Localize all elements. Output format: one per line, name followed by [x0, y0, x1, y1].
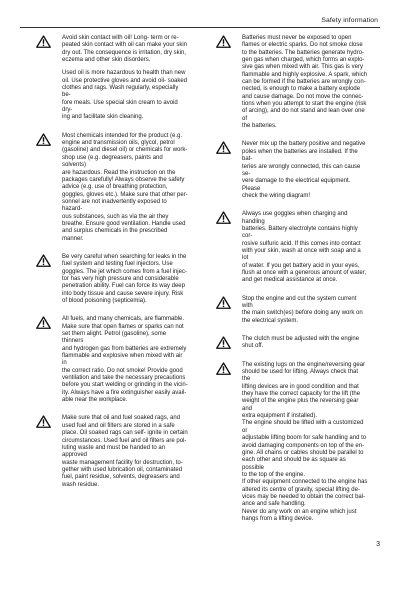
warning-text: Used oil is more hazardous to health than new oil. Use protective gloves and avoid oil- soaked clothes and rags. Wash regularly, especially be- fore meals. Use special skin cream to avoid dry- ing and facilitate skin cleaning. — [62, 70, 188, 121]
warning-block — [36, 35, 188, 122]
right-column — [216, 35, 368, 534]
warning-triangle-icon — [216, 336, 231, 349]
warning-block — [216, 35, 368, 130]
warning-triangle-icon — [36, 415, 51, 428]
warning-triangle-icon — [216, 296, 231, 309]
warning-triangle-icon — [216, 35, 231, 48]
warning-text: Batteries must never be exposed to open flames or electric sparks. Do not smoke close to the batteries. The batteries generate hydro- gen gas when charged, which forms an explo- sive gas when mixed with air. This gas is very flammable and highly explosive. A spark, which can be formed if the batteries are wrongly con- nected, is enough to make a battery explode and cause damage. Do not move the connec- tions when you attempt to start the engine (risk of arcing), and do not stand and lean over one of the batteries. — [242, 35, 368, 130]
warning-text: Always use goggles when charging and handling batteries. Battery electrolyte contains highly cor- rosive sulfuric acid. If this comes into contact with your skin, wash at once with soap and a lot of water. If you get battery acid in your eyes, flush at once with a generous amount of water, and get medical assistance at once. — [242, 211, 367, 284]
warning-block — [216, 336, 368, 351]
warning-triangle-icon — [216, 211, 231, 224]
warning-text: The clutch must be adjusted with the engine shut off. — [242, 336, 360, 350]
warning-triangle-icon — [36, 254, 51, 267]
warning-text: Never mix up the battery positive and negative poles when the batteries are installed. If the bat- teries are wrongly connected, this can cause se- vere damage to the electrical equipment. Please check the wiring diagram! — [242, 141, 366, 199]
header-divider — [20, 27, 380, 28]
warning-text: Most chemicals intended for the product (e.g. engine and transmission oils, glycol, petrol (gasoline) and diesel oil) or chemicals for work- shop use (e.g. degreasers, paints and solvents) are hazardous. Read the instruction on the packages carefully! Always observe the safety advice (e.g. use of breathing protection, goggles, gloves etc.). Make sure that other per- sonnel are not inadvertently exposed to hazard- ous substances, such as via the air they breathe. Ensure good ventilation. Handle used and surplus chemicals in the prescribed manner. — [62, 132, 188, 242]
warning-text: Be very careful when searching for leaks in the fuel system and testing fuel injectors. Use goggles. The jet which comes from a fuel injec- tor has very high pressure and considerable penetration ability. Fuel can force its way deep into body tissue and cause severe injury. Risk of blood poisoning (septicemia). — [62, 253, 187, 304]
warning-block — [36, 254, 188, 305]
warning-triangle-icon — [36, 133, 51, 146]
warning-block — [216, 296, 368, 325]
warning-block — [36, 316, 188, 404]
warning-block — [36, 133, 188, 243]
warning-block — [36, 415, 188, 488]
warning-triangle-icon — [216, 362, 231, 375]
page-number: 3 — [376, 541, 380, 548]
header-title: Safety information — [321, 17, 378, 24]
warning-text: Avoid skin contact with oil! Long- term or re- peated skin contact with oil can make your skin dry out. The consequence is irritation, dry skin, eczema and other skin disorders. — [62, 35, 188, 64]
warning-text: Stop the engine and cut the system current with the main switch(es) before doing any work on the electrical system. — [242, 295, 363, 324]
warning-block — [216, 141, 368, 200]
warning-text: All fuels, and many chemicals, are flammable. Make sure that open flames or sparks can not set them alight. Petrol (gasoline), some thinners and hydrogen gas from batteries are extremely flammable and explosive when mixed with air in the correct ratio. Do not smoke! Provide good ventilation and take the necessary precautions before you start welding or grinding in the vicin- ity. Always have a fire extinguisher easily avail- able near the workplace. — [62, 316, 188, 404]
warning-block — [216, 211, 368, 284]
warning-triangle-icon — [36, 35, 51, 48]
left-column — [36, 35, 188, 500]
warning-text: The existing lugs on the engine/reversing gear should be used for lifting. Always check that the lifting devices are in good condition and that they have the correct capacity for the lift (the weight of the engine plus the reversing gear and extra equipment if installed). The engine should be lifted with a customized or adjustable lifting boom for safe handling and to avoid damaging components on top of the en- gine. All chains or cables should be parallel to each other and should be as square as possible to the top of the engine. If other equipment connected to the engine has altered its centre of gravity, special lifting de- vices may be needed to obtain the correct bal- ance and safe handling. Never do any work on an engine which just hangs from a lifting device. — [242, 361, 368, 522]
warning-block — [216, 362, 368, 524]
warning-text: Make sure that oil and fuel soaked rags, and used fuel and oil filters are stored in a safe place. Oil soaked rags can self- ignite in certain circumstances. Used fuel and oil filters are pol- luting waste and must be handed to an approved waste management facility for destruction, to- gether with used lubrication oil, contaminated fuel, paint residue, solvents, degreasers and wash residue. — [62, 415, 188, 488]
warning-triangle-icon — [36, 316, 51, 329]
warning-triangle-icon — [216, 141, 231, 154]
